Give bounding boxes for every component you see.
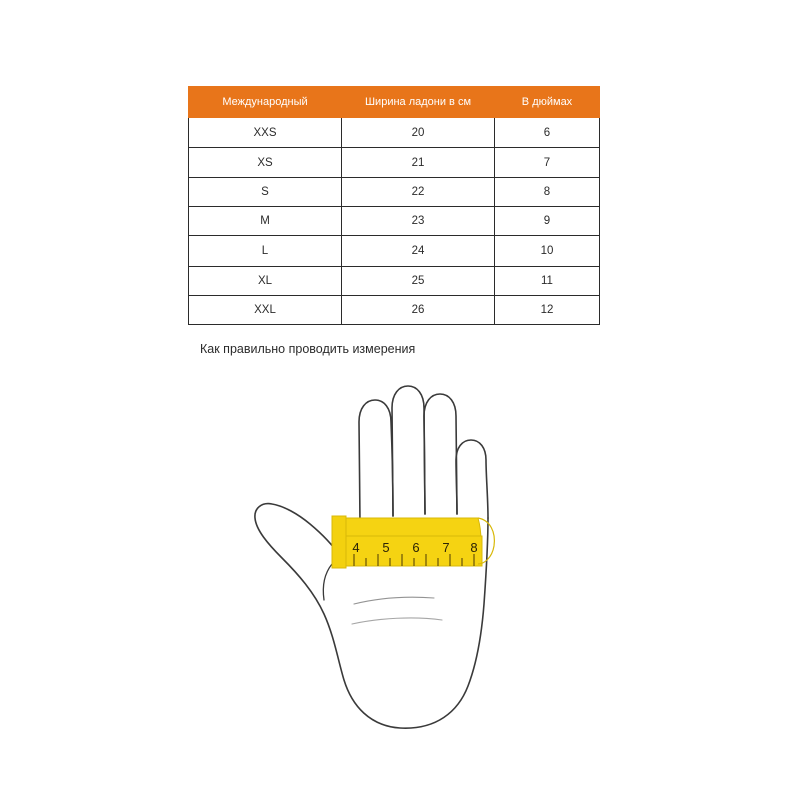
tape-mark: 7 — [442, 540, 450, 555]
tape-mark: 6 — [412, 540, 420, 555]
cell-inches: 7 — [495, 148, 600, 178]
cell-cm: 25 — [342, 267, 495, 296]
cell-size: S — [189, 178, 342, 207]
cell-inches: 10 — [495, 236, 600, 267]
column-header-palm-width-cm: Ширина ладони в см — [342, 87, 495, 118]
cell-cm: 24 — [342, 236, 495, 267]
cell-cm: 20 — [342, 118, 495, 148]
table-header-row — [189, 87, 600, 118]
cell-inches: 6 — [495, 118, 600, 148]
cell-cm: 21 — [342, 148, 495, 178]
table-row — [189, 178, 600, 207]
table-row — [189, 118, 600, 148]
size-table — [188, 86, 600, 325]
cell-cm: 26 — [342, 296, 495, 325]
cell-cm: 23 — [342, 207, 495, 236]
cell-size: XXS — [189, 118, 342, 148]
tape-mark: 8 — [470, 540, 478, 555]
table-row — [189, 207, 600, 236]
tape-mark: 4 — [352, 540, 360, 555]
tape-mark: 5 — [382, 540, 390, 555]
hand-measurement-illustration — [228, 368, 572, 736]
column-header-inches: В дюймах — [495, 87, 600, 118]
cell-size: XS — [189, 148, 342, 178]
cell-inches: 9 — [495, 207, 600, 236]
measurement-instructions-caption: Как правильно проводить измерения — [200, 342, 416, 356]
cell-size: M — [189, 207, 342, 236]
cell-inches: 11 — [495, 267, 600, 296]
measuring-tape — [332, 516, 494, 568]
table-row — [189, 148, 600, 178]
cell-size: XXL — [189, 296, 342, 325]
column-header-international: Международный — [189, 87, 342, 118]
cell-inches: 8 — [495, 178, 600, 207]
table-row — [189, 296, 600, 325]
cell-size: XL — [189, 267, 342, 296]
table-row — [189, 236, 600, 267]
cell-cm: 22 — [342, 178, 495, 207]
cell-inches: 12 — [495, 296, 600, 325]
cell-size: L — [189, 236, 342, 267]
table-row — [189, 267, 600, 296]
